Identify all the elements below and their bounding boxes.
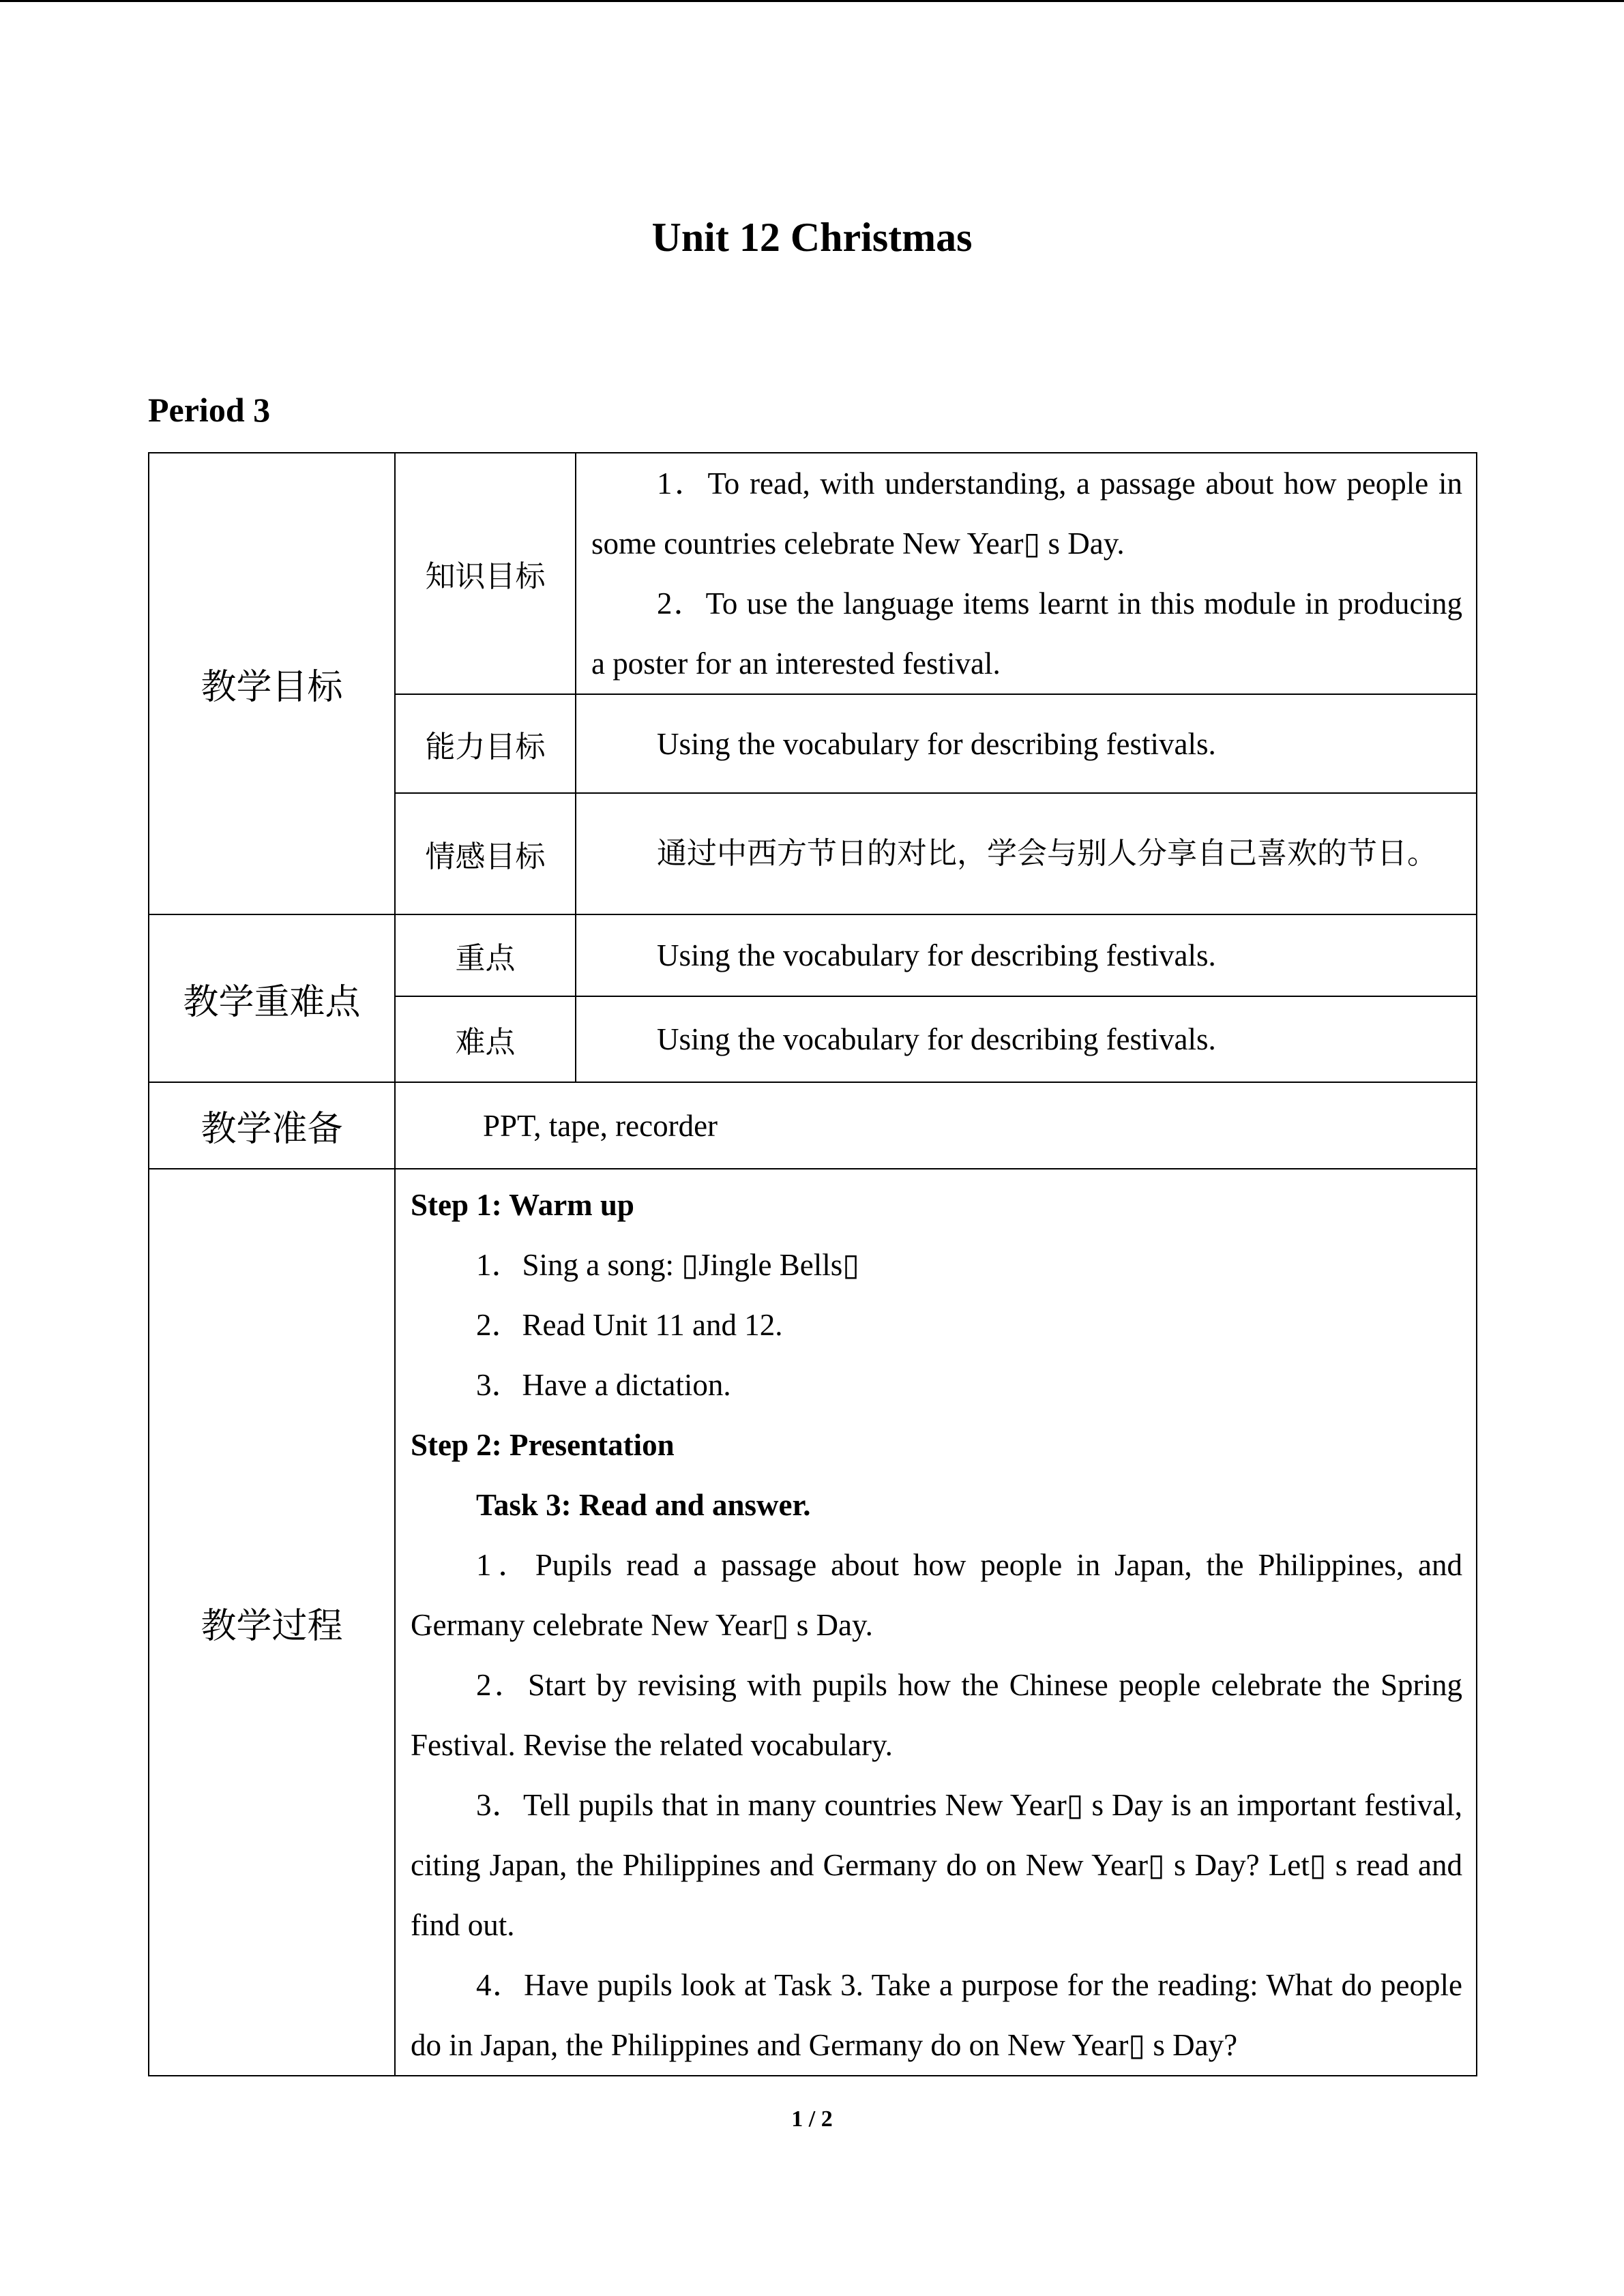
step2-item-4: 4．Have pupils look at Task 3. Take a purpose for the reading: What do people do in Japan, the Philippines and Germany do on New Year▯ s Day? (411, 1968, 1462, 2062)
step2-item-2: 2．Start by revising with pupils how the Chinese people celebrate the Spring Festival. Revise the related vocabulary. (411, 1668, 1462, 1762)
focus-text: Using the vocabulary for describing festivals. (657, 938, 1216, 972)
category-objectives: 教学目标 (149, 453, 395, 914)
category-preparation: 教学准备 (149, 1082, 395, 1169)
focus-content (576, 914, 1477, 996)
preparation-text: PPT, tape, recorder (483, 1108, 718, 1143)
row-process (149, 1169, 1477, 2076)
ability-text: Using the vocabulary for describing festivals. (657, 726, 1216, 761)
step2-item-1: 1．Pupils read a passage about how people in Japan, the Philippines, and Germany celebrate New Year▯ s Day. (411, 1548, 1462, 1642)
preparation-content (395, 1082, 1477, 1169)
category-process: 教学过程 (149, 1169, 395, 2076)
knowledge-item-2: 2．To use the language items learnt in this module in producing a poster for an interested festival. (591, 586, 1462, 681)
lesson-plan-table (148, 452, 1477, 2076)
row-focus (149, 914, 1477, 996)
page-number: 1 / 2 (791, 2106, 833, 2132)
row-preparation (149, 1082, 1477, 1169)
top-border-line (0, 0, 1624, 2)
emotion-objective-content (576, 793, 1477, 914)
document-title: Unit 12 Christmas (651, 215, 973, 260)
step1-item-1: 1．Sing a song: ▯Jingle Bells▯ (476, 1248, 860, 1282)
ability-objective-content (576, 694, 1477, 793)
step1-heading: Step 1: Warm up (411, 1188, 634, 1222)
row-knowledge-objective (149, 453, 1477, 694)
process-content (395, 1169, 1477, 2076)
label-ability-objective: 能力目标 (395, 694, 576, 793)
label-emotion-objective: 情感目标 (395, 793, 576, 914)
period-heading: Period 3 (148, 391, 271, 429)
step1-item-2: 2．Read Unit 11 and 12. (476, 1308, 783, 1342)
category-key-points: 教学重难点 (149, 914, 395, 1082)
step1-item-3: 3．Have a dictation. (476, 1368, 731, 1402)
emotion-text: 通过中西方节日的对比，学会与别人分享自己喜欢的节日。 (657, 836, 1437, 871)
difficulty-content (576, 996, 1477, 1082)
step2-heading: Step 2: Presentation (411, 1428, 675, 1462)
knowledge-objective-content (576, 453, 1477, 694)
task3-heading: Task 3: Read and answer. (476, 1488, 811, 1522)
knowledge-item-1: 1．To read, with understanding, a passage about how people in some countries celebrate New Year▯ s Day. (591, 466, 1462, 561)
difficulty-text: Using the vocabulary for describing festivals. (657, 1022, 1216, 1056)
step2-item-3: 3．Tell pupils that in many countries New Year▯ s Day is an important festival, citing Japan, the Philippines and Germany do on New Year▯ s Day? Let▯ s read and find out. (411, 1788, 1462, 1942)
label-knowledge-objective: 知识目标 (395, 453, 576, 694)
label-focus: 重点 (395, 914, 576, 996)
label-difficulty: 难点 (395, 996, 576, 1082)
